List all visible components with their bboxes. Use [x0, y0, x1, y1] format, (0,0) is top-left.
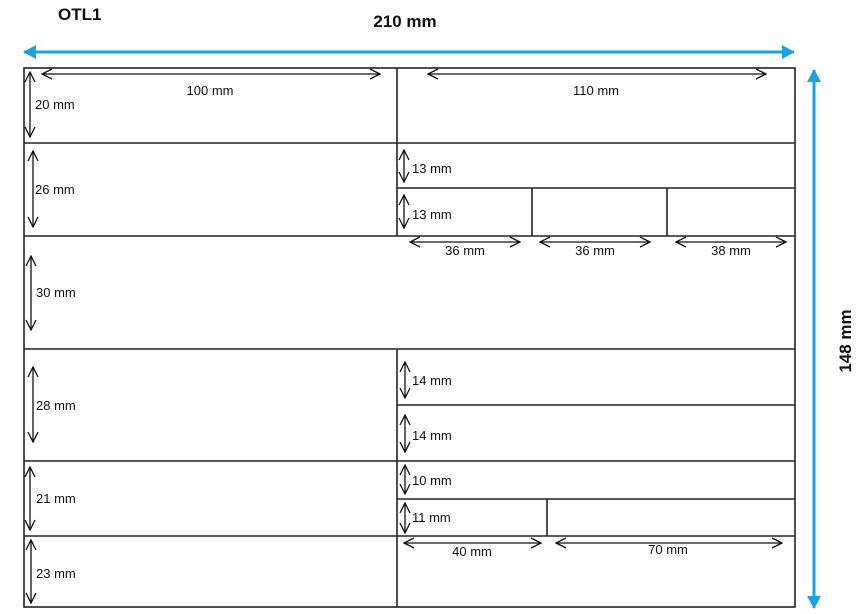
row-1-height-label: 20 mm — [35, 97, 75, 112]
row-1-width-label-right: 110 mm — [573, 83, 619, 98]
total-width-label: 210 mm — [373, 12, 437, 31]
row-4 — [33, 362, 452, 452]
total-height-label: 148 mm — [836, 309, 855, 373]
row-6 — [31, 540, 782, 603]
row-4-height-label: 28 mm — [36, 398, 76, 413]
row-5-sub-1-label: 10 mm — [412, 473, 452, 488]
row-3-height-label: 30 mm — [36, 285, 76, 300]
row-2-width-1-label: 36 mm — [445, 243, 485, 258]
row-6-width-1-label: 40 mm — [452, 544, 492, 559]
row-1 — [30, 72, 766, 137]
label-frame — [24, 68, 795, 607]
row-6-width-2-label: 70 mm — [648, 542, 688, 557]
column-dividers — [397, 68, 795, 607]
row-2-width-3-label: 38 mm — [711, 243, 751, 258]
row-2 — [33, 150, 786, 258]
row-4-sub-2-label: 14 mm — [412, 428, 452, 443]
diagram-title: OTL1 — [58, 5, 102, 24]
row-2-sub-1-label: 13 mm — [412, 161, 452, 176]
row-6-height-label: 23 mm — [36, 566, 76, 581]
row-3 — [31, 256, 76, 330]
row-1-width-label-left: 100 mm — [186, 83, 234, 98]
row-2-sub-2-label: 13 mm — [412, 207, 452, 222]
row-5-sub-2-label: 11 mm — [412, 510, 451, 525]
row-5-height-label: 21 mm — [36, 491, 76, 506]
row-2-height-label: 26 mm — [35, 182, 75, 197]
row-2-width-2-label: 36 mm — [575, 243, 615, 258]
row-4-sub-1-label: 14 mm — [412, 373, 452, 388]
row-5 — [30, 465, 452, 533]
row-dividers — [24, 143, 795, 536]
